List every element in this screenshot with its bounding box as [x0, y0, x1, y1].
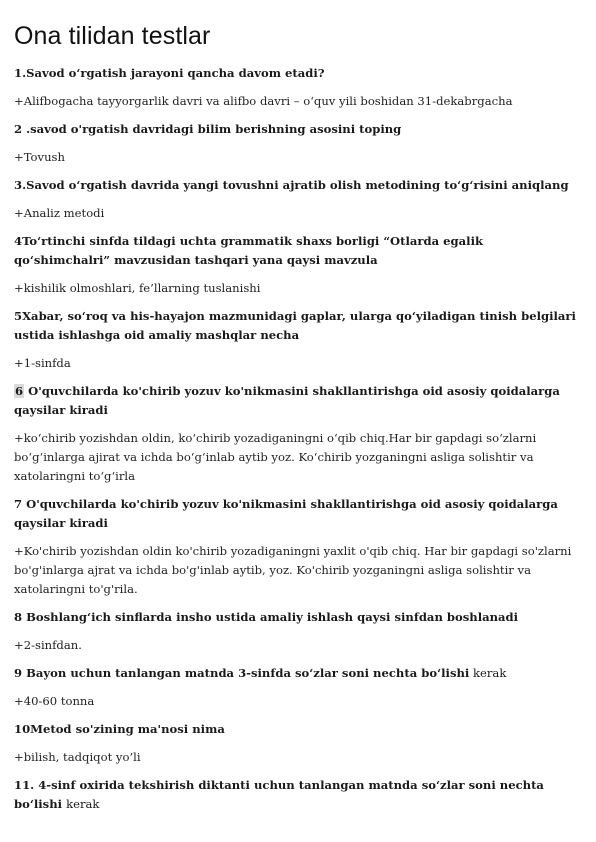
question-6-text: O'quvchilarda ko'chirib yozuv ko'nikmasini shakllantirishga oid asosiy qoidalarga qaysilar kiradi	[14, 384, 560, 417]
answer-8: +2-sinfdan.	[14, 638, 82, 652]
question-5: 5Xabar, so‘roq va his-hayajon mazmunidagi gaplar, ularga qo‘yiladigan tinish belgilari ustida ishlashga oid amaliy mashqlar necha	[14, 309, 576, 342]
question-4: 4To‘rtinchi sinfda tildagi uchta grammatik shaxs borligi “Otlarda egalik qo‘shimchalri” mavzusidan tashqari yana qaysi mavzula	[14, 234, 484, 267]
page-title: Ona tilidan testlar	[14, 22, 211, 50]
question-11-text: 11. 4-sinf oxirida tekshirish diktanti uchun tanlangan matnda so‘zlar soni nechta bo‘lishi	[14, 778, 544, 811]
question-3: 3.Savod o‘rgatish davrida yangi tovushni ajratib olish metodining to‘g‘risini aniqlang	[14, 178, 569, 192]
answer-5: +1-sinfda	[14, 356, 71, 370]
answer-1: +Alifbogacha tayyorgarlik davri va alifbo davri – o‘quv yili boshidan 31-dekabrgacha	[14, 94, 513, 108]
question-9-trail: kerak	[469, 666, 507, 680]
question-9-text: 9 Bayon uchun tanlangan matnda 3-sinfda so‘zlar soni nechta bo‘lishi	[14, 666, 470, 680]
question-6-number: 6	[15, 384, 24, 398]
answer-7: +Ko'chirib yozishdan oldin ko'chirib yozadiganingni yaxlit o'qib chiq. Har bir gapdagi so'zlarni bo'g'inlarga ajrat va ichda bo'g'inlab aytib, yoz. Ko'chirib yozganingni asliga solishtir va xatolaringni to'g'rila.	[14, 544, 572, 596]
question-10: 10Metod so'zining ma'nosi nima	[14, 722, 225, 736]
question-7: 7 O'quvchilarda ko'chirib yozuv ko'nikmasini shakllantirishga oid asosiy qoidalarga qaysilar kiradi	[14, 497, 558, 530]
question-11	[14, 776, 576, 814]
question-2: 2 .savod o'rgatish davridagi bilim berishning asosini toping	[14, 122, 402, 136]
answer-3: +Analiz metodi	[14, 206, 105, 220]
answer-6: +ko‘chirib yozishdan oldin, ko‘chirib yozadiganingni o‘qib chiq.Har bir gapdagi so‘zlarni bo‘g‘inlarga ajirat va ichda bo‘g‘inlab aytib yoz. Ko‘chirib yozganingni asliga solishtir va xatolaringni to‘g‘irla	[14, 431, 537, 483]
answer-9: +40-60 tonna	[14, 694, 95, 708]
answer-2: +Tovush	[14, 150, 65, 164]
question-1: 1.Savod o‘rgatish jarayoni qancha davom etadi?	[14, 66, 325, 80]
question-9	[14, 664, 576, 683]
answer-10: +bilish, tadqiqot yo’li	[14, 750, 141, 764]
answer-4: +kishilik olmoshlari, fe’llarning tuslanishi	[14, 281, 261, 295]
question-6	[14, 382, 576, 420]
question-11-trail: kerak	[66, 797, 100, 811]
question-8: 8 Boshlang‘ich sinflarda insho ustida amaliy ishlash qaysi sinfdan boshlanadi	[14, 610, 519, 624]
